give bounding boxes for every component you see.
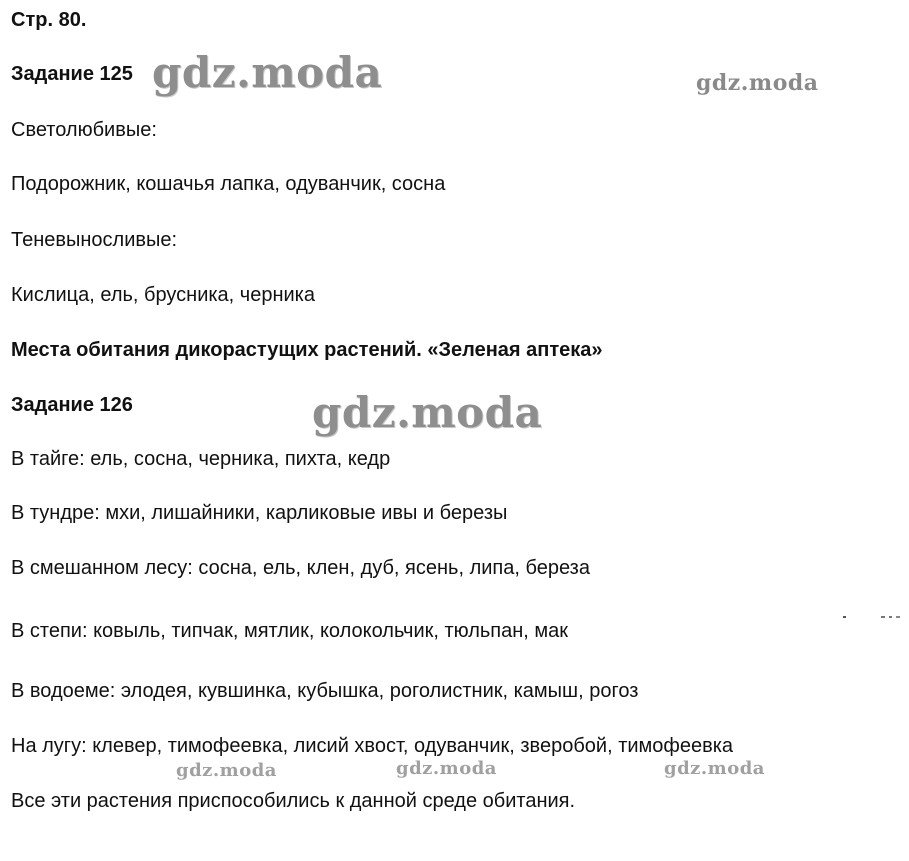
section-title: Места обитания дикорастущих растений. «Зеленая аптека» — [11, 339, 603, 361]
watermark-logo: gdz.moda — [176, 760, 277, 781]
task-126-title: Задание 126 — [11, 394, 133, 416]
shade-tolerant-plants: Кислица, ель, брусника, черника — [11, 284, 315, 306]
watermark-logo: gdz.moda — [152, 48, 383, 97]
watermark-logo: gdz.moda — [696, 70, 819, 96]
page-header: Стр. 80. — [11, 9, 87, 31]
watermark-logo: gdz.moda — [664, 758, 765, 779]
light-loving-plants: Подорожник, кошачья лапка, одуванчик, сосна — [11, 173, 446, 195]
task-125-title: Задание 125 — [11, 63, 133, 85]
tundra-line: В тундре: мхи, лишайники, карликовые ивы и березы — [11, 502, 508, 524]
scan-specks — [843, 612, 903, 622]
taiga-line: В тайге: ель, сосна, черника, пихта, кедр — [11, 448, 391, 470]
water-line: В водоеме: элодея, кувшинка, кубышка, роголистник, камыш, рогоз — [11, 680, 639, 702]
shade-tolerant-label: Теневыносливые: — [11, 229, 178, 251]
watermark-logo: gdz.moda — [396, 758, 497, 779]
steppe-line: В степи: ковыль, типчак, мятлик, колокольчик, тюльпан, мак — [11, 620, 569, 642]
light-loving-label: Светолюбивые: — [11, 119, 157, 141]
conclusion-line: Все эти растения приспособились к данной среде обитания. — [11, 790, 576, 812]
meadow-line: На лугу: клевер, тимофеевка, лисий хвост, одуванчик, зверобой, тимофеевка — [11, 735, 734, 757]
mixed-forest-line: В смешанном лесу: сосна, ель, клен, дуб, ясень, липа, береза — [11, 557, 590, 579]
watermark-logo: gdz.moda — [312, 388, 543, 437]
